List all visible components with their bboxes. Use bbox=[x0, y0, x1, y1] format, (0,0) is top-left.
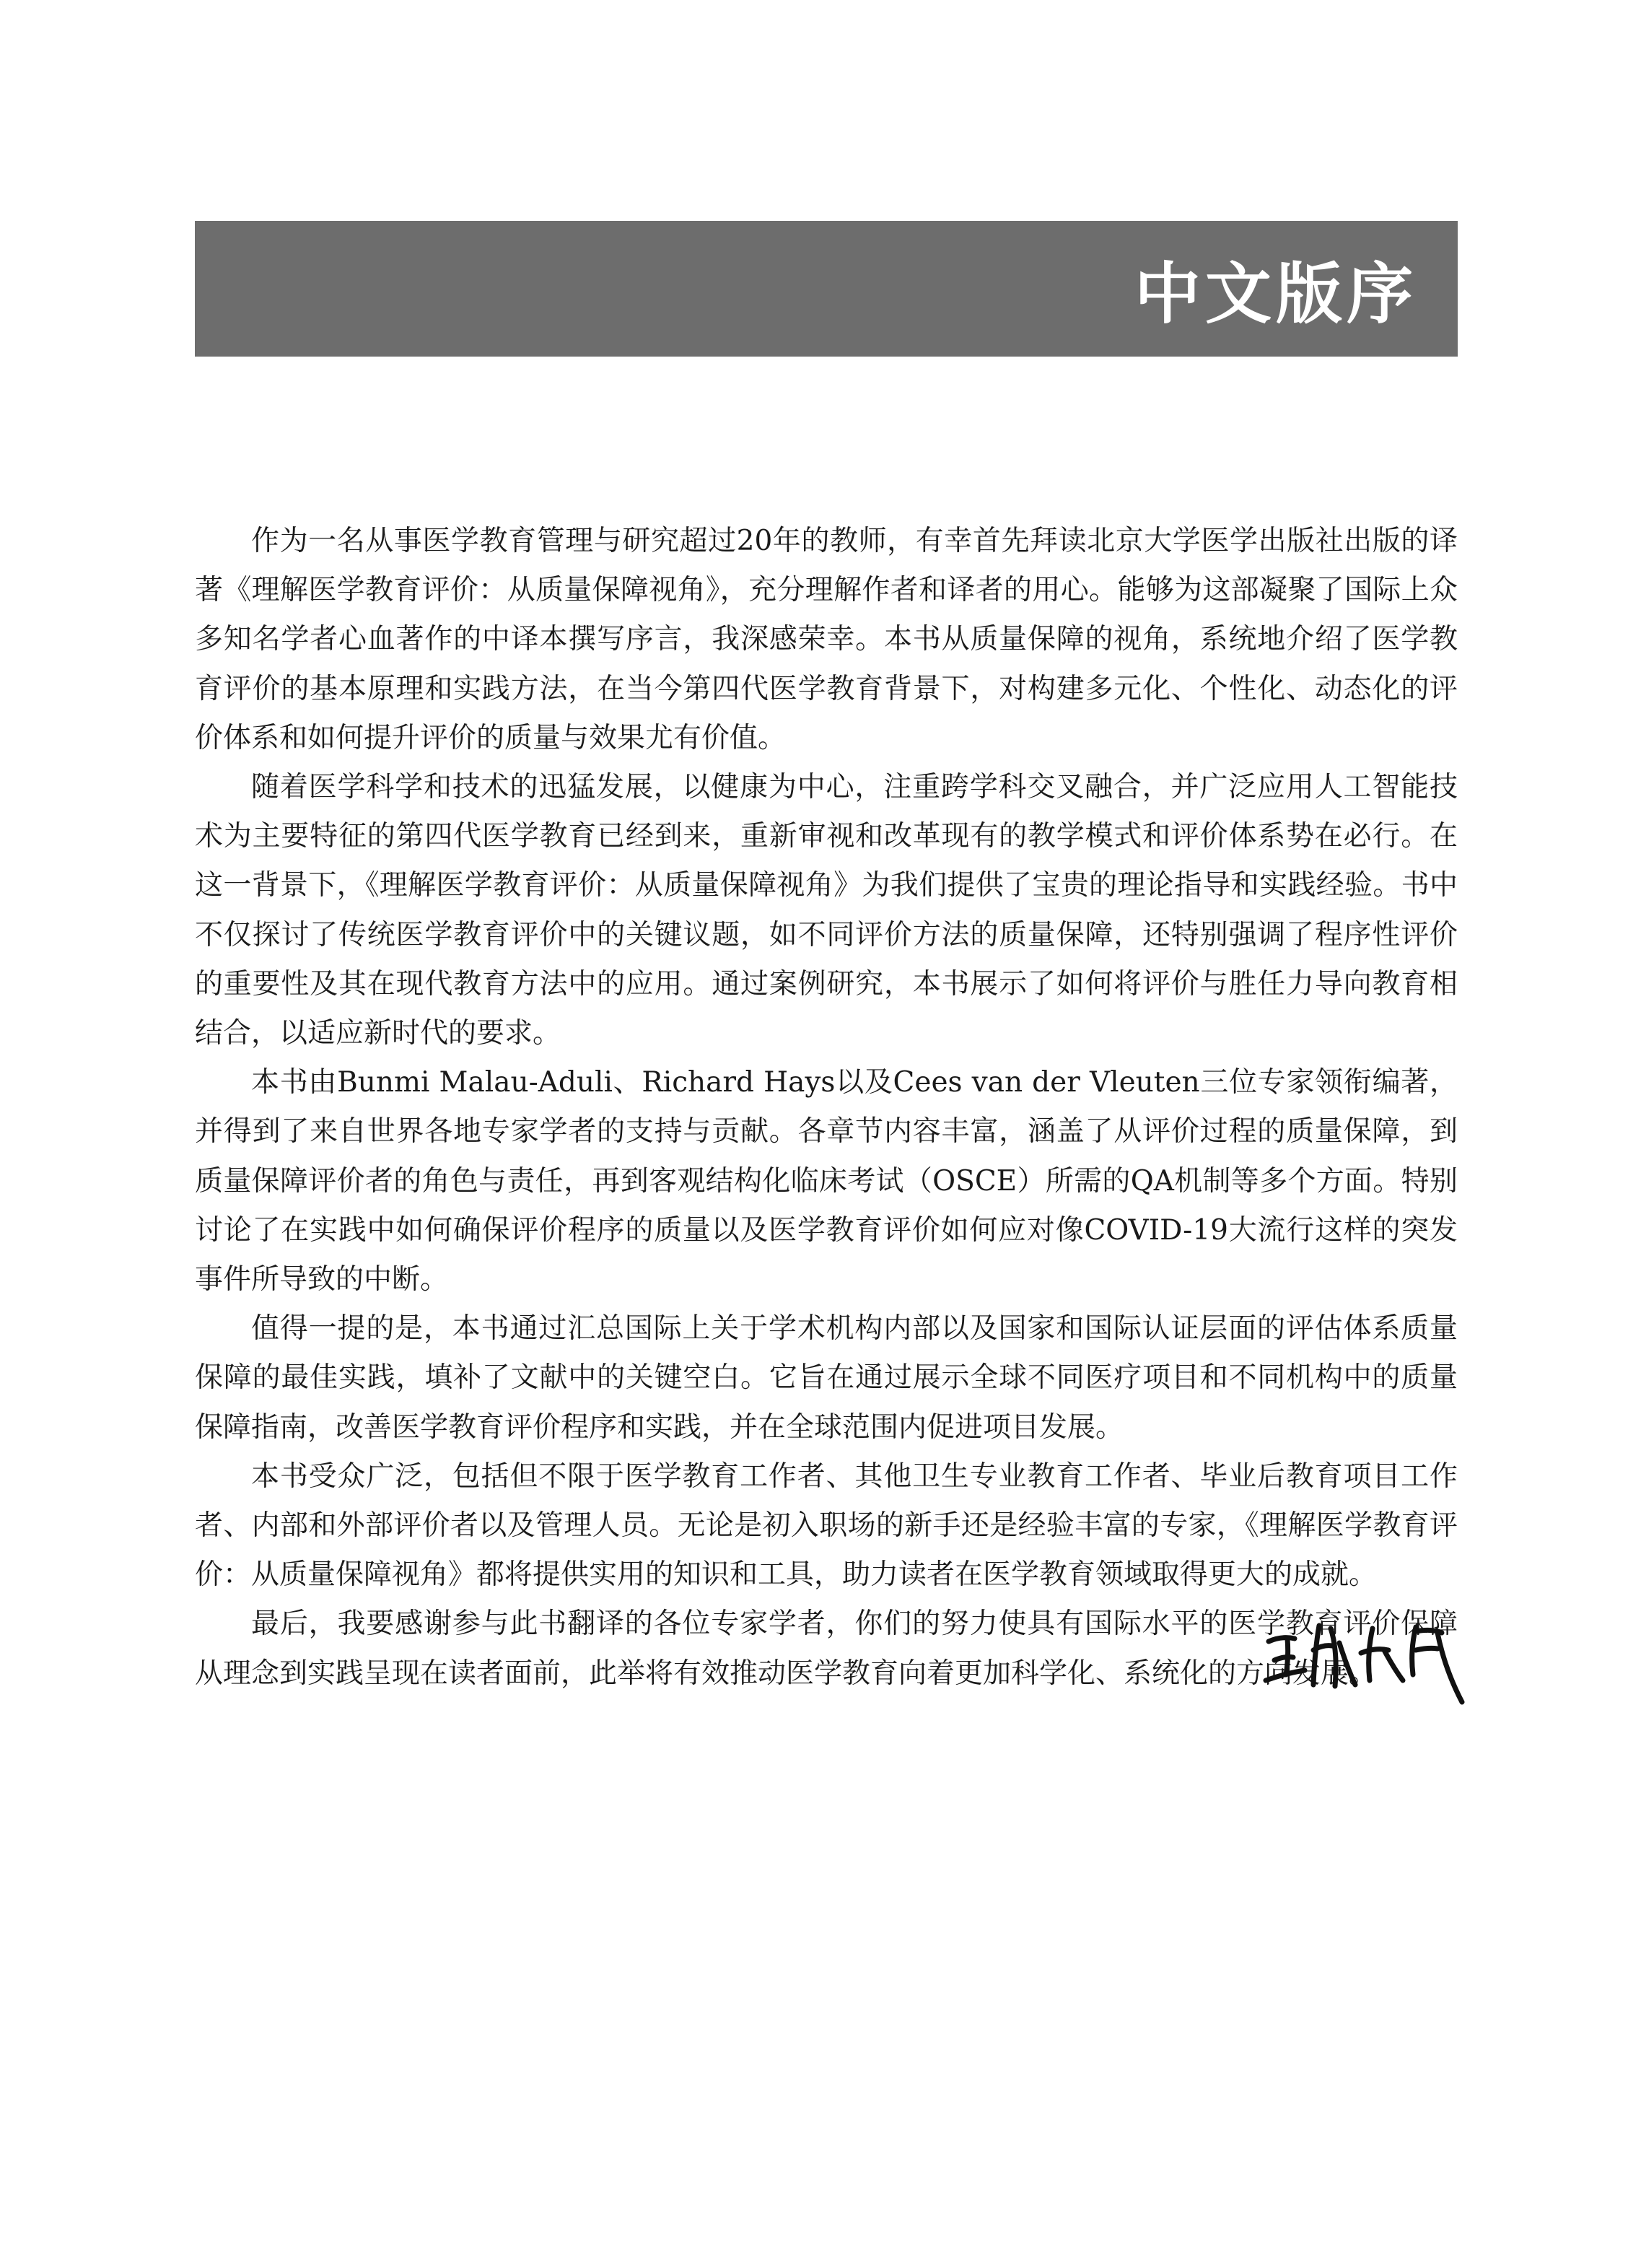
handwritten-signature bbox=[1253, 1600, 1469, 1715]
preface-body bbox=[195, 517, 1458, 1698]
paragraph-2: 随着医学科学和技术的迅猛发展，以健康为中心，注重跨学科交叉融合，并广泛应用人工智能技术为主要特征的第四代医学教育已经到来，重新审视和改革现有的教学模式和评价体系势在必行。在这一背景下，《理解医学教育评价：从质量保障视角》为我们提供了宝贵的理论指导和实践经验。书中不仅探讨了传统医学教育评价中的关键议题，如不同评价方法的质量保障，还特别强调了程序性评价的重要性及其在现代教育方法中的应用。通过案例研究，本书展示了如何将评价与胜任力导向教育相结合，以适应新时代的要求。 bbox=[195, 771, 1458, 1050]
page-title: 中文版序 bbox=[1134, 256, 1417, 333]
paragraph-1: 作为一名从事医学教育管理与研究超过20年的教师，有幸首先拜读北京大学医学出版社出版的译著《理解医学教育评价：从质量保障视角》，充分理解作者和译者的用心。能够为这部凝聚了国际上众多知名学者心血著作的中译本撰写序言，我深感荣幸。本书从质量保障的视角，系统地介绍了医学教育评价的基本原理和实践方法，在当今第四代医学教育背景下，对构建多元化、个性化、动态化的评价体系和如何提升评价的质量与效果尤有价值。 bbox=[195, 525, 1458, 754]
paragraph-5: 本书受众广泛，包括但不限于医学教育工作者、其他卫生专业教育工作者、毕业后教育项目工作者、内部和外部评价者以及管理人员。无论是初入职场的新手还是经验丰富的专家，《理解医学教育评价：从质量保障视角》都将提供实用的知识和工具，助力读者在医学教育领域取得更大的成就。 bbox=[195, 1460, 1458, 1592]
title-bar bbox=[195, 221, 1458, 357]
paragraph-6: 最后，我要感谢参与此书翻译的各位专家学者，你们的努力使具有国际水平的医学教育评价保障从理念到实践呈现在读者面前，此举将有效推动医学教育向着更加科学化、系统化的方向发展。 bbox=[195, 1608, 1458, 1690]
signature bbox=[1253, 1600, 1469, 1715]
paragraph-4: 值得一提的是，本书通过汇总国际上关于学术机构内部以及国家和国际认证层面的评估体系质量保障的最佳实践，填补了文献中的关键空白。它旨在通过展示全球不同医疗项目和不同机构中的质量保障指南，改善医学教育评价程序和实践，并在全球范围内促进项目发展。 bbox=[195, 1312, 1458, 1444]
paragraph-3: 本书由Bunmi Malau-Aduli、Richard Hays以及Cees van der Vleuten三位专家领衔编著，并得到了来自世界各地专家学者的支持与贡献。各章节内容丰富，涵盖了从评价过程的质量保障，到质量保障评价者的角色与责任，再到客观结构化临床考试（OSCE）所需的QA机制等多个方面。特别讨论了在实践中如何确保评价程序的质量以及医学教育评价如何应对像COVID-19大流行这样的突发事件所导致的中断。 bbox=[195, 1066, 1458, 1296]
